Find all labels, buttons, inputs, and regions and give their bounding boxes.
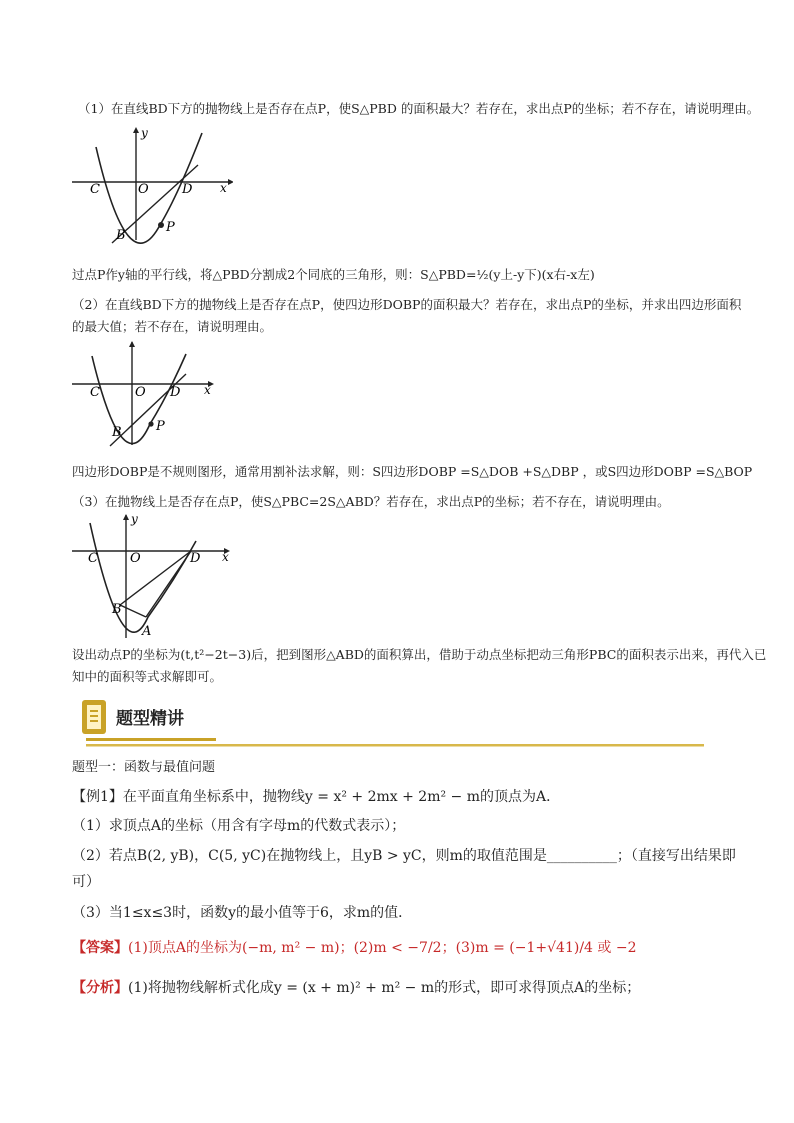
notebook-icon [82,700,106,734]
parabola-figure-3 [68,513,238,643]
answer-row [72,937,637,957]
q2-label-line2: 的最大值；若不存在，请说明理由。 [72,319,273,334]
label-O: O [135,385,146,400]
label-C: C [88,551,98,566]
example-line4: 可） [72,874,100,890]
label-P: P [156,419,165,434]
answer-text: (1)顶点A的坐标为(−m, m² − m)；(2)m < −7/2；(3)m = (−1+√41)/4 或 −2 [128,940,637,956]
example-line1: 【例1】在平面直角坐标系中，抛物线y = x² + 2mx + 2m² − m的顶点为A． [72,789,561,805]
type1-title: 题型一：函数与最值问题 [72,760,216,775]
q3-hint-line2: 知中的面积等式求解即可。 [72,669,223,684]
label-B: B [116,228,126,243]
q1-hint: 过点P作y轴的平行线，将△PBD分割成2个同底的三角形，则：S△PBD=½(y上-y下)(x右-x左) [72,267,595,282]
q2-hint: 四边形DOBP是不规则图形，通常用割补法求解，则：S四边形DOBP =S△DOB +S△DBP ，或S四边形DOBP =S△BOP [72,464,753,479]
analysis-tag: 【分析】 [72,980,128,996]
label-P: P [166,220,175,235]
label-x: x [220,181,227,195]
label-O: O [138,182,149,197]
analysis-text: (1)将抛物线解析式化成y = (x + m)² + m² − m的形式，即可求得顶点A的坐标； [128,980,641,996]
label-O: O [130,551,141,566]
section-title: 题型精讲 [116,709,184,729]
label-C: C [90,385,100,400]
label-x: x [222,550,229,564]
example-line3: （2）若点B(2, yB)，C(5, yC)在抛物线上，且yB > yC，则m的取值范围是__________；（直接写出结果即 [72,848,736,864]
analysis-row [72,977,640,997]
label-y: y [141,126,148,140]
example-line5: （3）当1≤x≤3时，函数y的最小值等于6，求m的值． [72,905,413,921]
label-D: D [190,551,201,566]
label-D: D [170,385,181,400]
section-header [82,700,704,748]
label-C: C [90,182,100,197]
q3-label: （3）在抛物线上是否存在点P，使S△PBC=2S△ABD？若存在，求出点P的坐标；若不存在，请说明理由。 [72,494,670,509]
label-D: D [182,182,193,197]
parabola-figure-2 [68,340,218,450]
label-x: x [204,383,211,397]
answer-tag: 【答案】 [72,940,128,956]
label-B: B [112,425,122,440]
label-y: y [131,513,138,526]
label-A: A [142,624,152,639]
label-B: B [112,602,122,617]
q1-label: （1）在直线BD下方的抛物线上是否存在点P，使S△PBD 的面积最大？若存在，求出点P的坐标；若不存在，请说明理由。 [78,101,760,116]
q3-hint-line1: 设出动点P的坐标为(t,t²−2t−3)后，把到图形△ABD的面积算出，借助于动点坐标把动三角形PBC的面积表示出来，再代入已 [72,647,767,662]
parabola-figure-1 [68,125,233,245]
example-line2: （1）求顶点A的坐标（用含有字母m的代数式表示）； [72,818,406,834]
q2-label-line1: （2）在直线BD下方的抛物线上是否存在点P，使四边形DOBP的面积最大？若存在，求出点P的坐标，并求出四边形面积 [72,297,742,312]
